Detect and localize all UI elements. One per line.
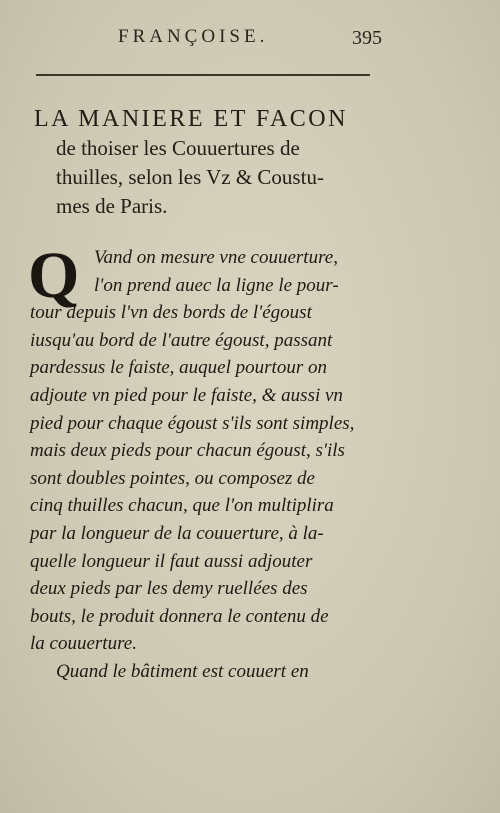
body-line: deux pieds par les demy ruellées des xyxy=(30,578,308,600)
body-line-new-paragraph: Quand le bâtiment est couuert en xyxy=(56,660,309,682)
body-line: bouts, le produit donnera le contenu de xyxy=(30,605,329,627)
heading-line-1: LA MANIERE ET FACON xyxy=(34,106,348,132)
page-number: 395 xyxy=(352,27,382,49)
body-line: pied pour chaque égoust s'ils sont simples, xyxy=(30,412,355,434)
body-line: quelle longueur il faut aussi adjouter xyxy=(30,550,313,572)
heading-line-4: mes de Paris. xyxy=(56,194,168,218)
body-line: adjoute vn pied pour le faiste, & aussi vn xyxy=(30,384,343,406)
header-rule xyxy=(36,74,370,76)
body-line: l'on prend auec la ligne le pour- xyxy=(94,274,339,296)
body-line: la couuerture. xyxy=(30,633,137,655)
body-line: cinq thuilles chacun, que l'on multiplira xyxy=(30,495,334,517)
body-line: par la longueur de la couuerture, à la- xyxy=(30,522,324,544)
body-line: pardessus le faiste, auquel pourtour on xyxy=(30,357,327,379)
heading-line-3: thuilles, selon les Vz & Coustu- xyxy=(56,165,324,189)
body-line: mais deux pieds pour chacun égoust, s'ils xyxy=(30,440,345,462)
body-paragraph xyxy=(28,239,386,686)
heading-line-2: de thoiser les Couuertures de xyxy=(56,136,300,160)
running-head: FRANÇOISE. xyxy=(118,26,269,47)
section-heading xyxy=(34,104,394,221)
body-line: iusqu'au bord de l'autre égoust, passant xyxy=(30,329,333,351)
body-line: tour depuis l'vn des bords de l'égoust xyxy=(30,302,312,324)
body-line: Vand on mesure vne couuerture, xyxy=(94,247,338,268)
drop-cap: Q xyxy=(28,239,80,312)
body-line: sont doubles pointes, ou composez de xyxy=(30,467,315,489)
